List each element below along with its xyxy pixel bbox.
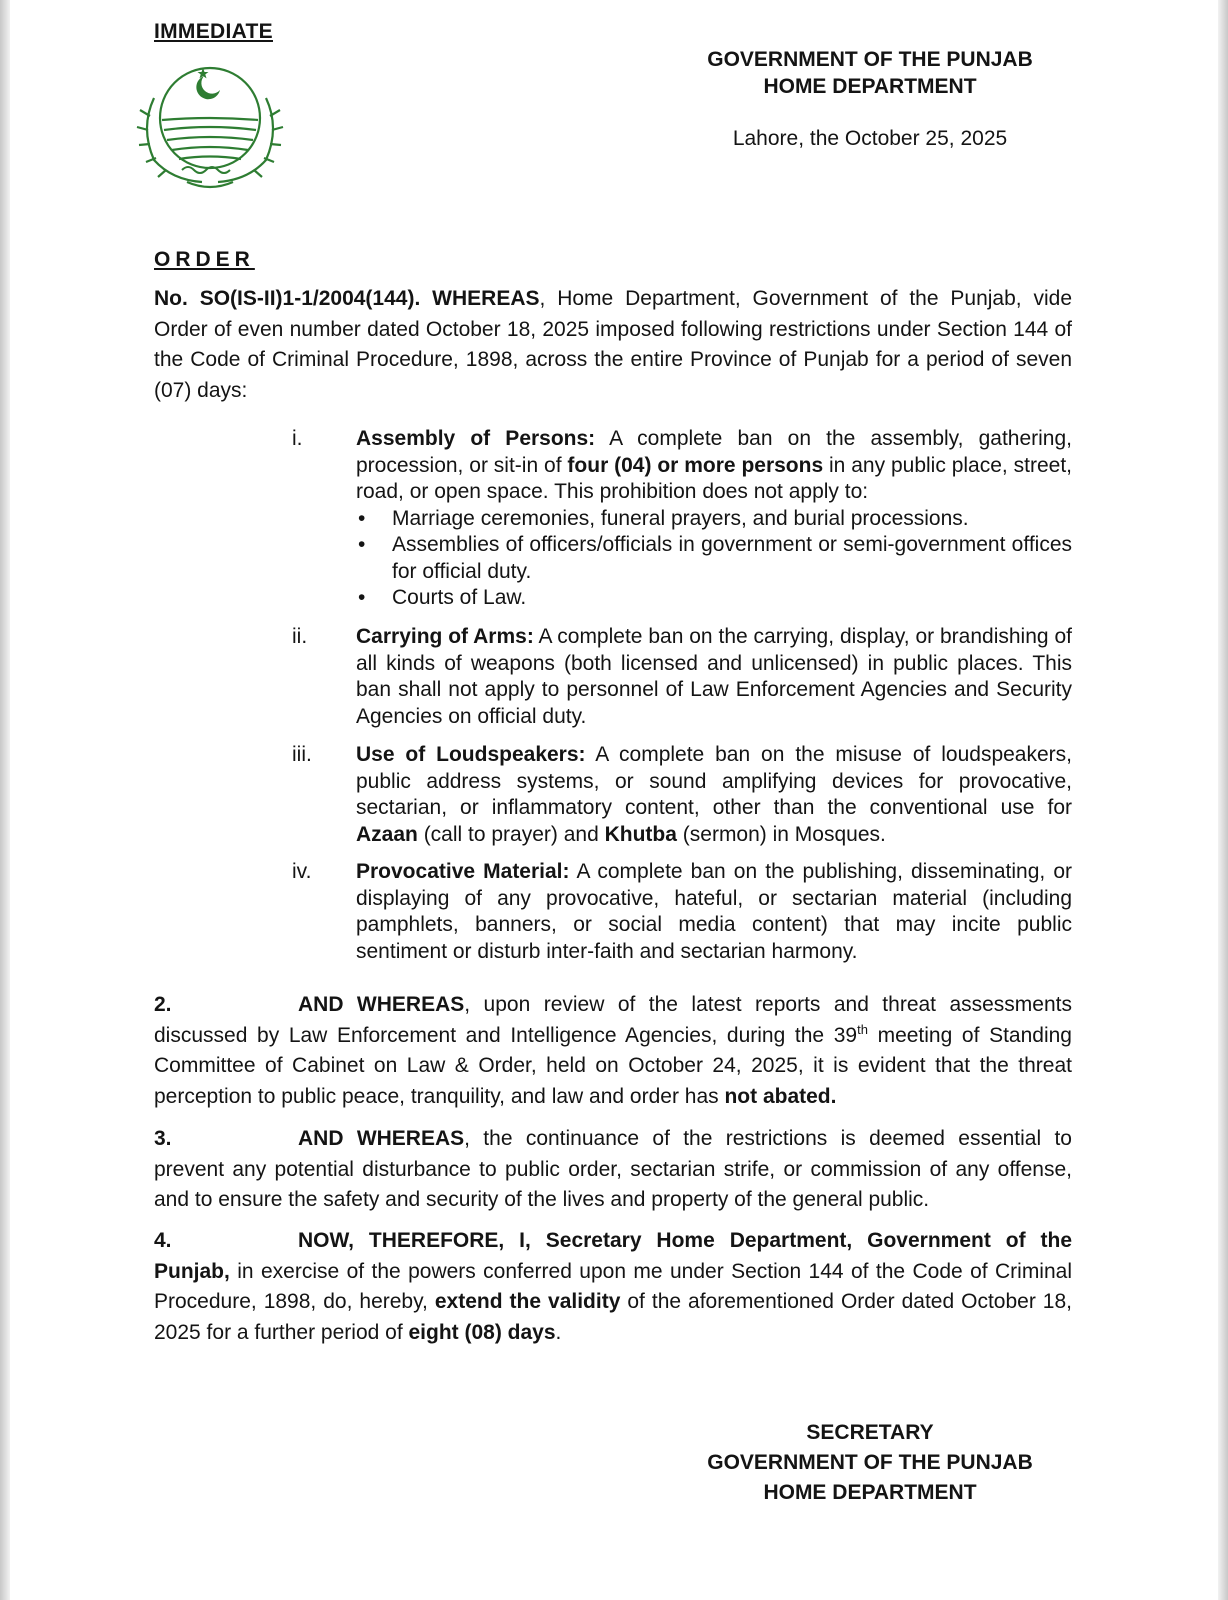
- intro-text: , Home Department, Government of the Punjab, vide Order of even number dated October 18, 2025 imposed following restrictions under Section 144 of the Code of Criminal Procedure, 1898, across the entire Province of Punjab for a period of seven (07) days:: [154, 287, 1072, 402]
- whereas-lead: WHEREAS: [432, 287, 540, 310]
- restriction-text: (sermon) in Mosques.: [676, 822, 886, 846]
- restriction-body: [356, 859, 1072, 965]
- restriction-body: [356, 426, 1072, 506]
- header-department: HOME DEPARTMENT: [763, 75, 977, 98]
- exception-item: [356, 532, 1072, 585]
- restriction-numeral: iv.: [292, 860, 312, 883]
- restriction-numeral: ii.: [292, 625, 308, 648]
- paragraph-text: in exercise of the powers conferred upon me under Section 144 of the Code of Criminal Procedure, 1898, do, hereby,: [154, 1259, 1072, 1313]
- restriction-numeral: i.: [292, 427, 303, 450]
- paragraph-lead: AND WHEREAS: [298, 993, 465, 1016]
- exception-list: [356, 506, 1072, 612]
- paragraph-lead: AND WHEREAS: [298, 1127, 465, 1150]
- restriction-assembly: [292, 426, 1072, 612]
- paragraph-lead: NOW, THEREFORE, I, Secretary Home Department, Government of the Punjab,: [154, 1229, 1072, 1283]
- restriction-emphasis: Azaan: [356, 822, 418, 846]
- restriction-text: A complete ban on the publishing, disseminating, or displaying of any provocative, hateful, or sectarian material (including pamphlets, banners, or social media content) that may incite public sentiment or disturb inter-faith and sectarian harmony.: [356, 860, 1072, 963]
- ordinal-suffix: th: [857, 1021, 868, 1037]
- bullet-icon: •: [358, 533, 366, 556]
- restriction-text: in any public place, street, road, or open space. This prohibition does not apply to:: [356, 453, 1072, 503]
- header-government: GOVERNMENT OF THE PUNJAB: [707, 48, 1033, 71]
- paragraph-4: [154, 1226, 1072, 1348]
- paragraph-number: 3.: [154, 1127, 172, 1150]
- page-edge-left: [0, 0, 10, 1600]
- restriction-numeral: iii.: [292, 743, 312, 766]
- paragraph-emphasis: eight (08) days: [408, 1320, 556, 1344]
- exception-item: [356, 585, 1072, 612]
- paragraph-2: [154, 990, 1072, 1112]
- intro-paragraph: [154, 284, 1072, 406]
- page-edge-right: [1218, 0, 1228, 1600]
- paragraph-number: 2.: [154, 993, 172, 1016]
- punjab-emblem-icon: [132, 58, 288, 196]
- bullet-icon: •: [358, 586, 366, 609]
- restriction-text: A complete ban on the assembly, gathering, procession, or sit-in of: [356, 427, 1072, 477]
- exception-text: Courts of Law.: [392, 586, 527, 609]
- restriction-title: Carrying of Arms:: [356, 625, 534, 648]
- order-heading: ORDER: [154, 248, 255, 271]
- exception-text: Marriage ceremonies, funeral prayers, and burial processions.: [392, 506, 969, 530]
- restriction-text: (call to prayer) and: [417, 822, 605, 846]
- exception-text: Assemblies of officers/officials in government or semi-government offices for official duty.: [392, 533, 1072, 583]
- restriction-provocative-material: [292, 859, 1072, 965]
- paragraph-text: .: [555, 1320, 562, 1344]
- signature-block: [680, 1418, 1060, 1508]
- bullet-icon: •: [358, 506, 366, 530]
- restriction-body: [356, 742, 1072, 848]
- restriction-arms: [292, 624, 1072, 730]
- paragraph-text: of the aforementioned Order dated October 18, 2025 for a further period of: [154, 1290, 1073, 1344]
- issue-date: Lahore, the October 25, 2025: [732, 127, 1008, 150]
- paragraph-emphasis: extend the validity: [434, 1290, 621, 1313]
- restriction-loudspeakers: [292, 742, 1072, 848]
- paragraph-text: , upon review of the latest reports and threat assessments discussed by Law Enforcement and Intelligence Agencies, during the 39: [154, 993, 1072, 1047]
- restriction-text: A complete ban on the carrying, display, or brandishing of all kinds of weapons (both licensed and unlicensed) in public places. This ban shall not apply to personnel of Law Enforcement Agencies and Security Agencies on official duty.: [356, 625, 1072, 728]
- paragraph-text: meeting of Standing Committee of Cabinet on Law & Order, held on October 24, 2025, it is evident that the threat perception to public peace, tranquility, and law and order has: [154, 1023, 1072, 1108]
- signature-government: GOVERNMENT OF THE PUNJAB: [707, 1451, 1033, 1474]
- restriction-title: Provocative Material:: [356, 860, 570, 883]
- signature-title: SECRETARY: [806, 1421, 934, 1444]
- government-header: [680, 46, 1060, 100]
- restriction-emphasis: Khutba: [604, 822, 677, 846]
- immediate-label: IMMEDIATE: [154, 20, 273, 43]
- restriction-body: [356, 624, 1072, 730]
- paragraph-emphasis: not abated.: [724, 1084, 837, 1108]
- order-number: No. SO(IS-II)1-1/2004(144).: [154, 287, 421, 310]
- restriction-text: A complete ban on the misuse of loudspeakers, public address systems, or sound amplifying devices for provocative, sectarian, or inflammatory content, other than the conventional use for: [356, 743, 1072, 819]
- paragraph-3: [154, 1124, 1072, 1216]
- paragraph-text: , the continuance of the restrictions is deemed essential to prevent any potential disturbance to public order, sectarian strife, or commission of any offense, and to ensure the safety and security of the lives and property of the general public.: [154, 1127, 1072, 1211]
- restriction-title: Use of Loudspeakers:: [356, 743, 586, 766]
- paragraph-number: 4.: [154, 1229, 172, 1252]
- restriction-title: Assembly of Persons:: [356, 427, 596, 450]
- restriction-emphasis: four (04) or more persons: [567, 453, 824, 477]
- signature-department: HOME DEPARTMENT: [763, 1481, 977, 1504]
- exception-item: [356, 506, 1072, 533]
